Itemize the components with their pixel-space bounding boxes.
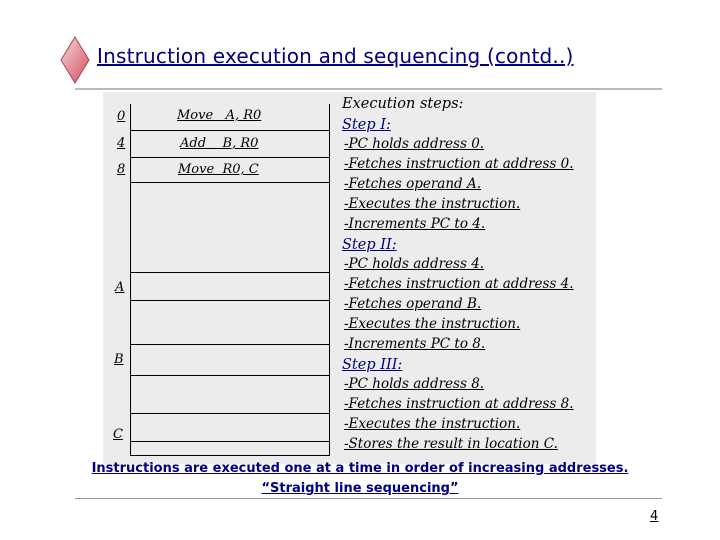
memory-cell-divider <box>130 157 330 158</box>
address-label: A <box>115 280 125 295</box>
step-1-item: -Increments PC to 4. <box>344 215 486 232</box>
memory-cell-divider <box>130 344 330 345</box>
address-label: 0 <box>117 109 126 124</box>
memory-cell-divider <box>130 272 330 273</box>
memory-cell-divider <box>130 413 330 414</box>
step-1-item: -Fetches operand A. <box>344 175 481 192</box>
step-3-label: Step III: <box>342 356 403 373</box>
step-3-item: -Executes the instruction. <box>344 415 521 432</box>
footer-line-1: Instructions are executed one at a time in order of increasing addresses. <box>91 461 629 476</box>
instruction-text: Move R0, C <box>178 162 259 177</box>
footer-note <box>0 459 720 499</box>
title-divider <box>75 88 662 90</box>
step-1-label: Step I: <box>342 116 391 133</box>
diamond-bullet-icon <box>60 36 90 84</box>
step-2-item: -Executes the instruction. <box>344 315 521 332</box>
bottom-divider <box>75 498 662 499</box>
step-2-item: -Fetches instruction at address 4. <box>344 275 574 292</box>
step-3-item: -PC holds address 8. <box>344 376 485 393</box>
memory-cell-divider <box>130 441 330 442</box>
instruction-text: Move A, R0 <box>177 108 262 123</box>
step-1-item: -Executes the instruction. <box>344 195 521 212</box>
memory-cell-divider <box>130 182 330 183</box>
execution-steps <box>342 94 574 455</box>
instruction-text: Add B, R0 <box>180 136 259 151</box>
step-2-item: -Fetches operand B. <box>344 295 482 312</box>
step-1-item: -PC holds address 0. <box>344 136 485 152</box>
steps-heading: Execution steps: <box>342 96 464 112</box>
step-3-item: -Stores the result in location C. <box>344 435 558 452</box>
slide-title: Instruction execution and sequencing (contd..) <box>97 44 574 68</box>
step-3-item: -Fetches instruction at address 8. <box>344 395 574 412</box>
memory-cell-divider <box>130 300 330 301</box>
step-2-item: -PC holds address 4. <box>344 256 485 273</box>
address-label: 4 <box>117 136 126 151</box>
footer-line-2: “Straight line sequencing” <box>261 481 459 496</box>
step-2-label: Step II: <box>342 236 397 253</box>
memory-cell-divider <box>130 130 330 131</box>
step-2-item: -Increments PC to 8. <box>344 335 486 352</box>
memory-cell-divider <box>130 375 330 376</box>
address-label: 8 <box>117 162 126 177</box>
page-number: 4 <box>650 509 659 524</box>
step-1-item: -Fetches instruction at address 0. <box>344 155 574 172</box>
address-label: B <box>114 352 124 367</box>
address-label: C <box>113 427 123 442</box>
